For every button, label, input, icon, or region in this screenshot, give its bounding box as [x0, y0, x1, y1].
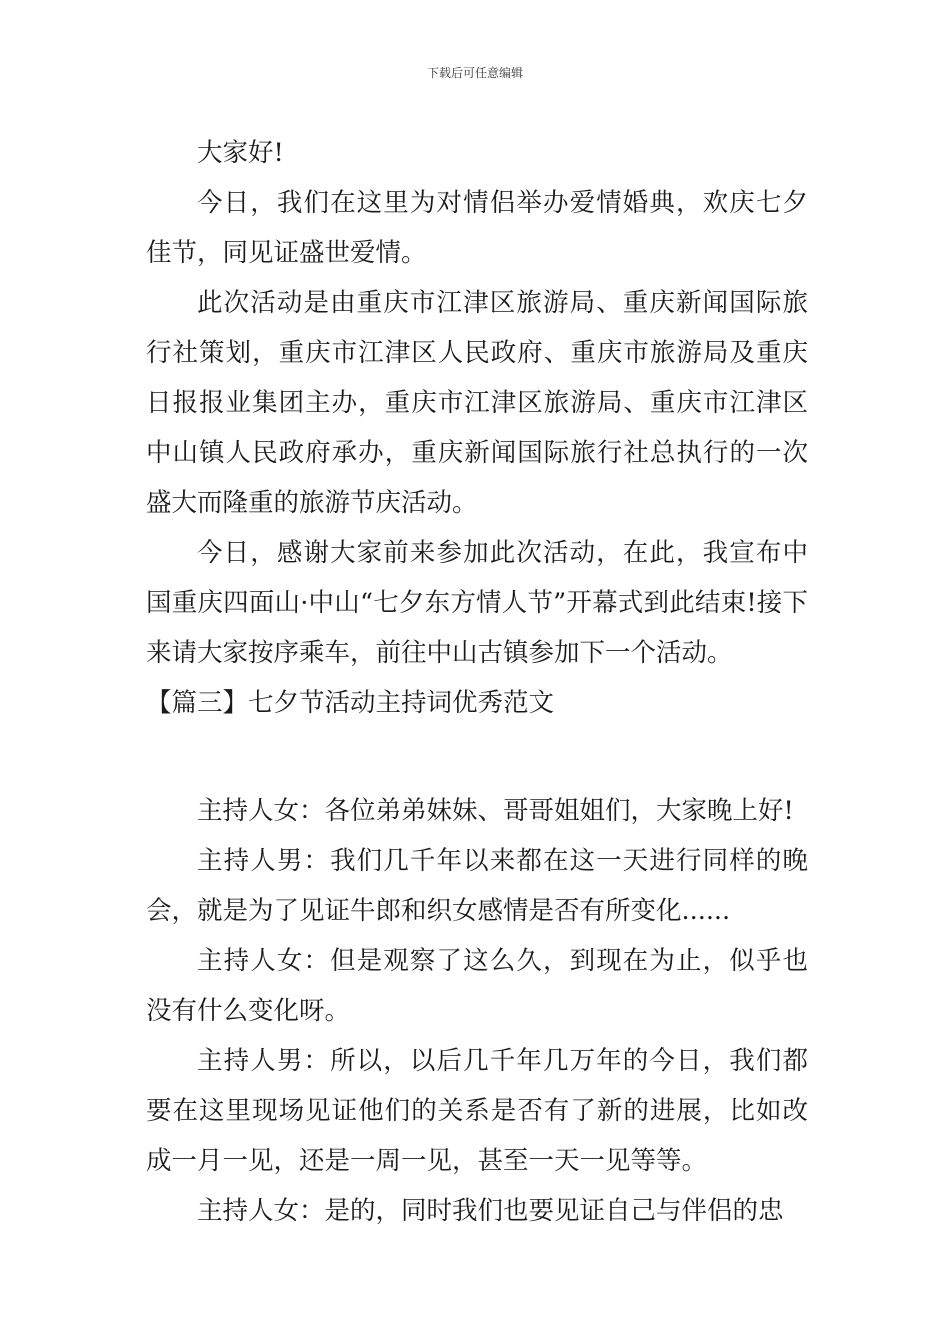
paragraph-wedding: 今日，我们在这里为对情侣举办爱情婚典，欢庆七夕佳节，同见证盛世爱情。 — [146, 188, 808, 268]
paragraph-host-male-2: 主持人男：所以，以后几千年几万年的今日，我们都要在这里现场见证他们的关系是否有了新的进展，比如改成一月一见，还是一周一见，甚至一天一见等等。 — [146, 1046, 808, 1176]
paragraph-closing: 今日，感谢大家前来参加此次活动，在此，我宣布中国重庆四面山·中山“七夕东方情人节”开幕式到此结束!接下来请大家按序乘车，前往中山古镇参加下一个活动。 — [146, 538, 808, 668]
header-note: 下载后可任意编辑 — [426, 66, 523, 80]
document-body — [146, 128, 808, 1236]
paragraph-host-female-2: 主持人女：但是观察了这么久，到现在为止，似乎也没有什么变化呀。 — [146, 946, 808, 1026]
paragraph-host-female-1: 主持人女：各位弟弟妹妹、哥哥姐姐们，大家晚上好! — [197, 796, 794, 826]
paragraph-host-male-1: 主持人男：我们几千年以来都在这一天进行同样的晚会，就是为了见证牛郎和织女感情是否有所变化...... — [146, 846, 808, 926]
paragraph-greeting: 大家好! — [197, 138, 284, 168]
paragraph-organizers: 此次活动是由重庆市江津区旅游局、重庆新闻国际旅行社策划，重庆市江津区人民政府、重庆市旅游局及重庆日报报业集团主办，重庆市江津区旅游局、重庆市江津区中山镇人民政府承办，重庆新闻国际旅行社总执行的一次盛大而隆重的旅游节庆活动。 — [146, 288, 808, 518]
section-heading: 【篇三】七夕节活动主持词优秀范文 — [146, 688, 555, 718]
paragraph-host-female-3: 主持人女：是的，同时我们也要见证自己与伴侣的忠 — [197, 1196, 784, 1226]
section-spacer — [146, 728, 808, 786]
